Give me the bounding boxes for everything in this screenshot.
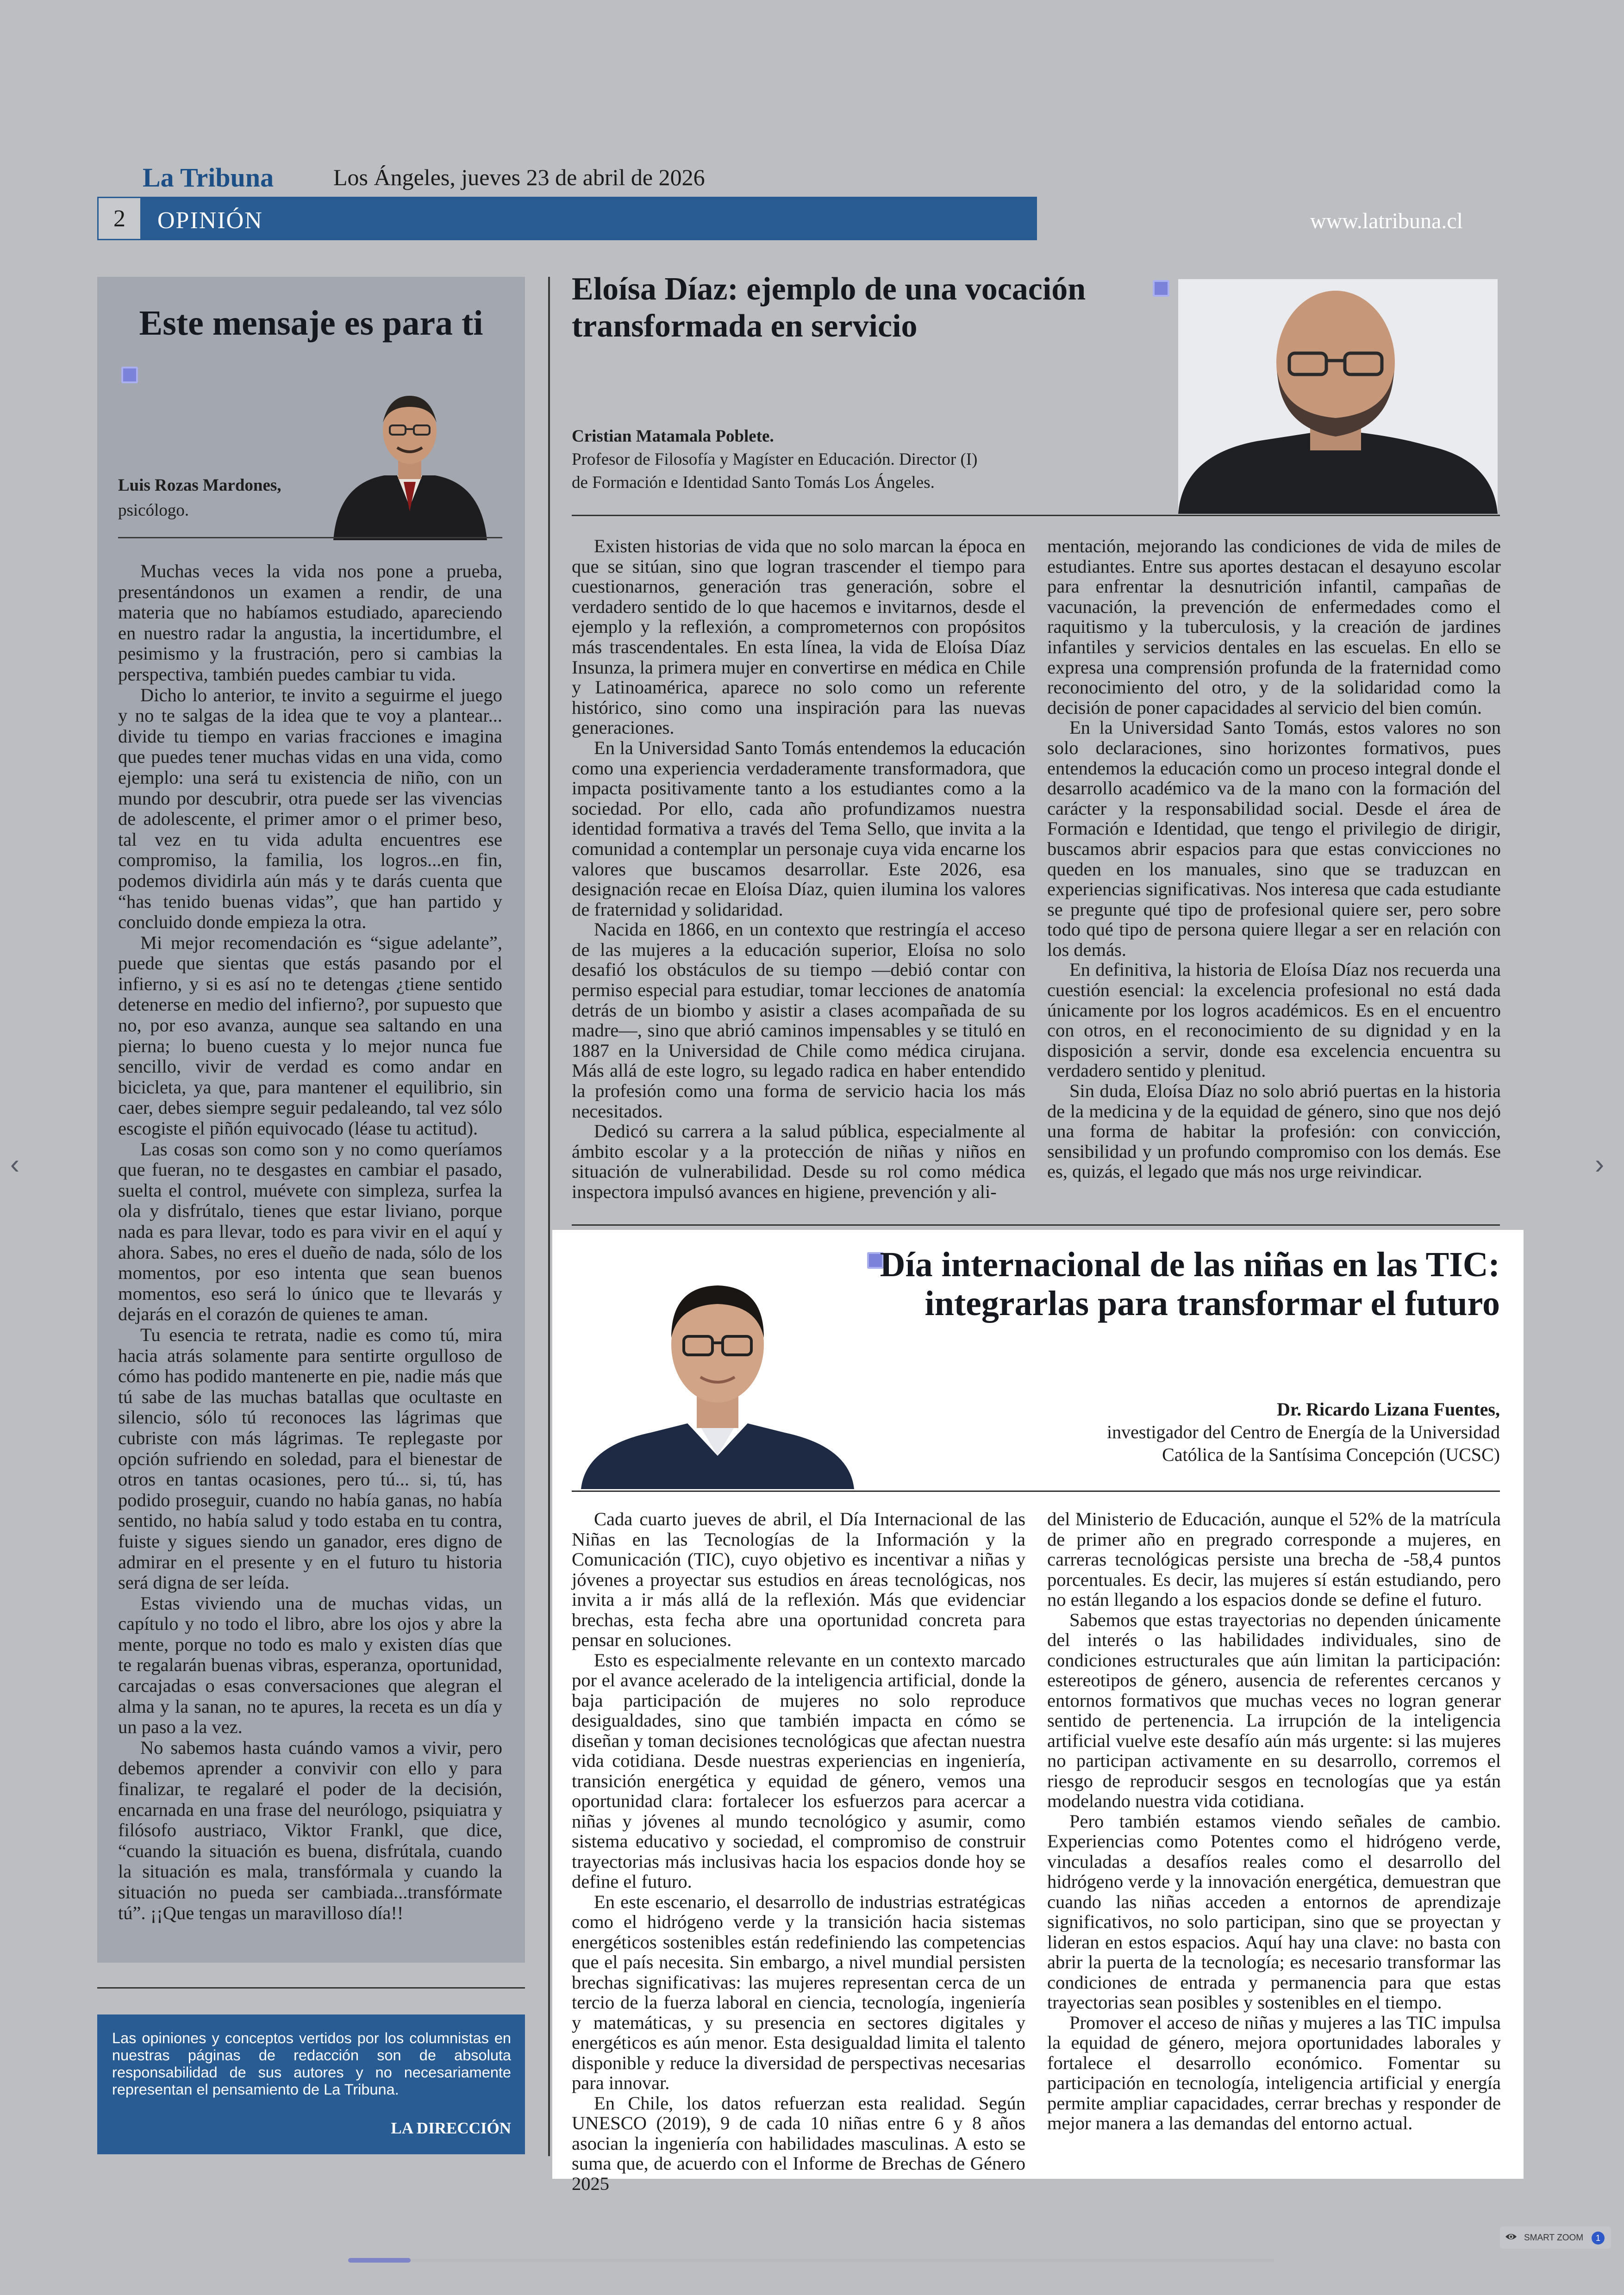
paragraph: Mi mejor recomendación es “sigue adelante”, puede que sientas que estás pasando por el infierno, y si es así no te detengas ¿tiene sentido detenerse en medio del infierno?, por supuesto que no, por eso avanza, aunque sea saltando en una pierna; lo bueno cuesta y lo mejor nunca fue sencillo, vivir de verdad es como andar en bicicleta, ya que, para mantener el equilibrio, sin caer, debes siempre seguir pedaleando, tal vez sólo escogiste el piñón equivocado (léase tu actitud).: [118, 932, 502, 1139]
next-page-icon[interactable]: ›: [1595, 1148, 1604, 1179]
paragraph: Las cosas son como son y no como queríamos que fueran, no te desgastes en cambiar el pasado, suelta el control, muévete con simpleza, surfea la ola y disfrútalo, tienes que estar liviano, porque nada es para llevar, todo es para vivir en el aquí y ahora. Sabes, no eres el dueño de nada, sólo de los momentos, por eso intenta que sean buenos momentos, eso será lo único que te llevarás y dejarás en el corazón de quienes te aman.: [118, 1138, 502, 1325]
paragraph: En la Universidad Santo Tomás entendemos la educación como una experiencia verdaderamente transformadora, que impacta positivamente tanto a los estudiantes como a la sociedad. Por ello, cada año profundizamos nuestra identidad formativa a través del Tema Sello, que invita a la comunidad a contemplar un personaje cuya vida encarne los valores que buscamos desarrollar. Este 2026, esa designación recae en Eloísa Díaz, quien ilumina los valores de fraternidad y solidaridad.: [572, 737, 1025, 920]
author-photo-left: [319, 368, 500, 540]
divider: [572, 1224, 1500, 1226]
smart-zoom-badge: 1: [1592, 2232, 1605, 2245]
eye-icon: [1505, 2230, 1518, 2243]
disclaimer-text: Las opiniones y conceptos vertidos por los columnistas en nuestras páginas de redacción son de absoluta responsabilidad de sus autores y no necesariamente representan el pensamiento de La Tribuna.: [112, 2030, 511, 2098]
paragraph: Sabemos que estas trayectorias no dependen únicamente del interés o las habilidades individuales, sino de condiciones estructurales que aún limitan la participación: estereotipos de género, ausencia de referentes cercanos y entornos formativos que muchas veces no logran generar sentido de pertenencia. La irrupción de la inteligencia artificial vuelve este desafío aún más urgente: si las mujeres no participan activamente en su desarrollo, corremos el riesgo de reproducir sesgos en tecnologías que ya están modelando nuestra vida cotidiana.: [1047, 1609, 1501, 1811]
paragraph: Existen historias de vida que no solo marcan la época en que se sitúan, sino que logran trascender el tiempo para cuestionarnos, generación tras generación, sobre el verdadero sentido de lo que hacemos e invitarnos, desde el ejemplo y la reflexión, a comprometernos con propósitos más trascendentales. En esta línea, la vida de Eloísa Díaz Insunza, la primera mujer en convertirse en médica en Chile y Latinoamérica, aparece no solo como un referente histórico, sino como una inspiración para las nuevas generaciones.: [572, 536, 1025, 738]
bottom-title-line1: Día internacional de las niñas en las TIC:: [880, 1245, 1500, 1284]
paragraph: Sin duda, Eloísa Díaz no solo abrió puertas en la historia de la medicina y de la equidad de género, sino que nos dejó una forma de habitar la profesión: con convicción, sensibilidad y un profundo compromiso con los demás. Ese es, quizás, el legado que más nos urge reivindicar.: [1047, 1080, 1501, 1182]
divider: [572, 515, 1500, 516]
top-author-role-line2: de Formación e Identidad Santo Tomás Los Ángeles.: [572, 473, 935, 492]
top-article-col2: [1047, 536, 1501, 1182]
paragraph: Dicho lo anterior, te invito a seguirme el juego y no te salgas de la idea que te voy a plantear... divide tu tiempo en varias fracciones e imagina que puedes tener muchas vidas en una vida, como ejemplo: una será tu existencia de niño, con un mundo por descubrir, otra puede ser las vivencias de adolescente, el primer amor o el primer beso, tal vez en tu vida adulta encuentres ese compromiso, la familia, los logros...en fin, podemos dividirla aún más y te darás cuenta que “has tenido buenas vidas”, que han partido y concluido donde empieza la otra.: [118, 684, 502, 933]
bottom-author-role-line2: Católica de la Santísima Concepción (UCSC): [1162, 1444, 1500, 1465]
dateline: Los Ángeles, jueves 23 de abril de 2026: [333, 164, 705, 190]
paragraph: En definitiva, la historia de Eloísa Díaz nos recuerda una cuestión esencial: la excelencia profesional no está dada únicamente por los logros académicos. Es en el encuentro con otros, en el reconocimiento de su dignidad y en la disposición a servir, donde esa excelencia encuentra su verdadero sentido y plenitud.: [1047, 959, 1501, 1081]
paragraph: Muchas veces la vida nos pone a prueba, presentándonos un examen a rendir, de una materia que no habíamos estudiado, apareciendo en nuestro radar la angustia, la incertidumbre, el pesimismo y la frustración, pero si cambias la perspectiva, también puedes cambiar tu vida.: [118, 561, 502, 685]
divider: [572, 1491, 1500, 1492]
paragraph: Pero también estamos viendo señales de cambio. Experiencias como Potentes como el hidrógeno verde, vinculadas a desafíos reales como el desarrollo del hidrógeno verde y la innovación energética, demuestran que cuando las niñas acceden a entornos de aprendizaje significativos, no solo participan, sino que se proyectan y lideran en estos espacios. Aquí hay una clave: no basta con abrir la puerta de la tecnología; es necesario transformar las condiciones de entrada y permanencia para que estas trayectorias sean posibles y sostenibles en el tiempo.: [1047, 1810, 1501, 2013]
paragraph: del Ministerio de Educación, aunque el 52% de la matrícula de primer año en pregrado corresponde a mujeres, en carreras tecnológicas persiste una brecha de -58,4 puntos porcentuales. Es decir, las mujeres sí están estudiando, pero no están llegando a los espacios donde se define el futuro.: [1047, 1509, 1501, 1610]
page-scrollbar[interactable]: [348, 2259, 1274, 2262]
author-photo-top: [1178, 279, 1498, 514]
disclaimer-signature: LA DIRECCIÓN: [391, 2119, 511, 2137]
bottom-author-name: Dr. Ricardo Lizana Fuentes,: [1277, 1399, 1500, 1420]
article-tag-icon[interactable]: [1153, 280, 1169, 297]
paragraph: Estas viviendo una de muchas vidas, un capítulo y no todo el libro, abre los ojos y abre la mente, porque no todo es malo y existen días que te regalarán buenas vibras, esperanza, oportunidad, carcajadas o esas conversaciones que alegran el alma y la sanan, no te apures, la receta es un día y un paso a la vez.: [118, 1592, 502, 1738]
top-article-col1: [572, 536, 1025, 1202]
website-link[interactable]: www.latribuna.cl: [1310, 209, 1463, 233]
left-article-body: [118, 561, 502, 1923]
divider: [97, 1987, 525, 1989]
paragraph: Esto es especialmente relevante en un contexto marcado por el avance acelerado de la inteligencia artificial, donde la baja participación de mujeres no solo reproduce desigualdades, sino que también impacta en cómo se diseñan y toman decisiones tecnológicas que afectan nuestra vida cotidiana. Desde nuestras experiencias en ingeniería, transición energética y equidad de género, vemos una oportunidad clara: fortalecer los esfuerzos para acercar a niñas y jóvenes al mundo tecnológico y asumir, como sistema educativo y sociedad, el compromiso de construir trayectorias más inclusivas hacia los espacios donde hoy se define el futuro.: [572, 1649, 1025, 1892]
section-title: OPINIÓN: [157, 207, 263, 234]
paragraph: En este escenario, el desarrollo de industrias estratégicas como el hidrógeno verde y la transición hacia sistemas energéticos sostenibles están redefiniendo las competencias que el país necesita. Sin embargo, a nivel mundial persisten brechas significativas: las mujeres representan cerca de un tercio de la fuerza laboral en ciencia, tecnología, ingeniería y matemáticas, y su presencia en sectores digitales y energéticos es aún menor. Esta desigualdad limita el talento disponible y reduce la diversidad de perspectivas necesarias para innovar.: [572, 1891, 1025, 2093]
column-divider: [548, 277, 550, 2156]
top-author-byline: [572, 425, 1081, 494]
bottom-title-line2: integrarlas para transformar el futuro: [924, 1284, 1500, 1323]
top-author-role-line1: Profesor de Filosofía y Magíster en Educación. Director (I): [572, 450, 978, 469]
paragraph: En Chile, los datos refuerzan esta realidad. Según UNESCO (2019), 9 de cada 10 niñas entre 6 y 8 años asocian la ingeniería con habilidades masculinas. A esto se suma que, de acuerdo con el Informe de Brechas de Género 2025: [572, 2092, 1025, 2194]
paragraph: Tu esencia te retrata, nadie es como tú, mira hacia atrás solamente para sentirte orgulloso de cómo has podido mantenerte en pie, nadie más que tú sabe de las muchas batallas que ocultaste en silencio, sólo tú reconoces las lágrimas que cubriste con más lágrimas. Te replegaste por opción sufriendo en soledad, para el bienestar de otros en tantas ocasiones, pero tú... si, tú, has podido proseguir, cuando no había ganas, no había sentido, no había salud y todo estaba en tu contra, fuiste y sigues siendo un ganador, eres digno de admirar en el presente y en el futuro tu historia será digna de ser leída.: [118, 1324, 502, 1593]
paragraph: Dedicó su carrera a la salud pública, especialmente al ámbito escolar y a la protección de niñas y niños en situación de vulnerabilidad. Desde su rol como médica inspectora impulsó avances en higiene, prevención y ali-: [572, 1121, 1025, 1202]
page-scrollbar-thumb[interactable]: [348, 2258, 411, 2263]
bottom-article-col2: [1047, 1509, 1501, 2133]
smart-zoom-button[interactable]: [1500, 2226, 1611, 2249]
bottom-author-role-line1: investigador del Centro de Energía de la Universidad: [1106, 1422, 1500, 1442]
previous-page-icon[interactable]: ‹: [10, 1148, 19, 1179]
bottom-author-byline: [972, 1398, 1500, 1466]
left-author-byline: [118, 473, 281, 523]
paragraph: En la Universidad Santo Tomás, estos valores no son solo declaraciones, sino horizontes formativos, pues entendemos la educación como un proceso integral donde el desarrollo académico va de la mano con la formación del carácter y la responsabilidad social. Desde el área de Formación e Identidad, que tengo el privilegio de dirigir, buscamos abrir espacios para que estas convicciones no queden en los manuales, sino que se traduzcan en experiencias significativas. Nos interesa que cada estudiante se pregunte qué tipo de profesional quiere ser, pero sobre todo qué tipo de persona quiere llegar a ser en relación con los demás.: [1047, 717, 1501, 960]
top-article-title: Eloísa Díaz: ejemplo de una vocación transformada en servicio: [572, 271, 1086, 344]
top-author-name: Cristian Matamala Poblete.: [572, 427, 774, 446]
author-photo-bottom: [581, 1252, 854, 1489]
bottom-article-title: [870, 1245, 1500, 1323]
divider: [118, 537, 502, 538]
bottom-article-col1: [572, 1509, 1025, 2194]
left-author-name: Luis Rozas Mardones,: [118, 476, 281, 495]
article-tag-icon[interactable]: [121, 367, 138, 383]
paragraph: No sabemos hasta cuándo vamos a vivir, pero debemos aprender a convivir con ello y para finalizar, te regalaré el poder de la decisión, encarnada en una frase del neurólogo, psiquiatra y filósofo austriaco, Viktor Frankl, que dice, “cuando la situación es buena, disfrútala, cuando la situación es mala, transfórmala y cuando la situación no pueda ser cambiada...transfórmate tú”. ¡¡Que tengas un maravilloso día!!: [118, 1737, 502, 1923]
paragraph: Cada cuarto jueves de abril, el Día Internacional de las Niñas en las Tecnologías de la Información y la Comunicación (TIC), cuyo objetivo es incentivar a niñas y jóvenes a proyectar sus estudios en áreas tecnológicas, nos invita a ir más allá de la reflexión. Más que evidenciar brechas, esta fecha abre una oportunidad concreta para pensar en soluciones.: [572, 1509, 1025, 1650]
paragraph: mentación, mejorando las condiciones de vida de miles de estudiantes. Entre sus aportes destacan el desayuno escolar para enfrentar la desnutrición infantil, campañas de vacunación, la prevención de enfermedades como el raquitismo y la tuberculosis, y la creación de jardines infantiles y servicios dentales en las escuelas. En ello se expresa una comprensión profunda de la fraternidad como reconocimiento del otro, y de la solidaridad como la decisión de poner capacidades al servicio del bien común.: [1047, 536, 1501, 718]
left-author-role: psicólogo.: [118, 501, 189, 520]
page-number: 2: [97, 197, 142, 240]
newspaper-logo: La Tribuna: [143, 162, 274, 193]
left-article-title: Este mensaje es para ti: [139, 304, 483, 343]
paragraph: Nacida en 1866, en un contexto que restringía el acceso de las mujeres a la educación superior, Eloísa no solo desafió los obstáculos de su tiempo —debió contar con permiso especial para estudiar, tomar lecciones de anatomía detrás de un biombo y asistir a clases acompañada de su madre—, sino que abrió caminos impensables y se tituló en 1887 en la Universidad de Chile como médica cirujana. Más allá de este logro, su legado radica en haber entendido la profesión como una forma de servicio hacia los más necesitados.: [572, 919, 1025, 1122]
paragraph: Promover el acceso de niñas y mujeres a las TIC impulsa la equidad de género, mejora oportunidades laborales y fortalece el desarrollo económico. Fomentar su participación en tecnología, inteligencia artificial y energía permite ampliar capacidades, cerrar brechas y responder de mejor manera a las demandas del entorno actual.: [1047, 2012, 1501, 2133]
smart-zoom-label: SMART ZOOM: [1524, 2233, 1584, 2243]
